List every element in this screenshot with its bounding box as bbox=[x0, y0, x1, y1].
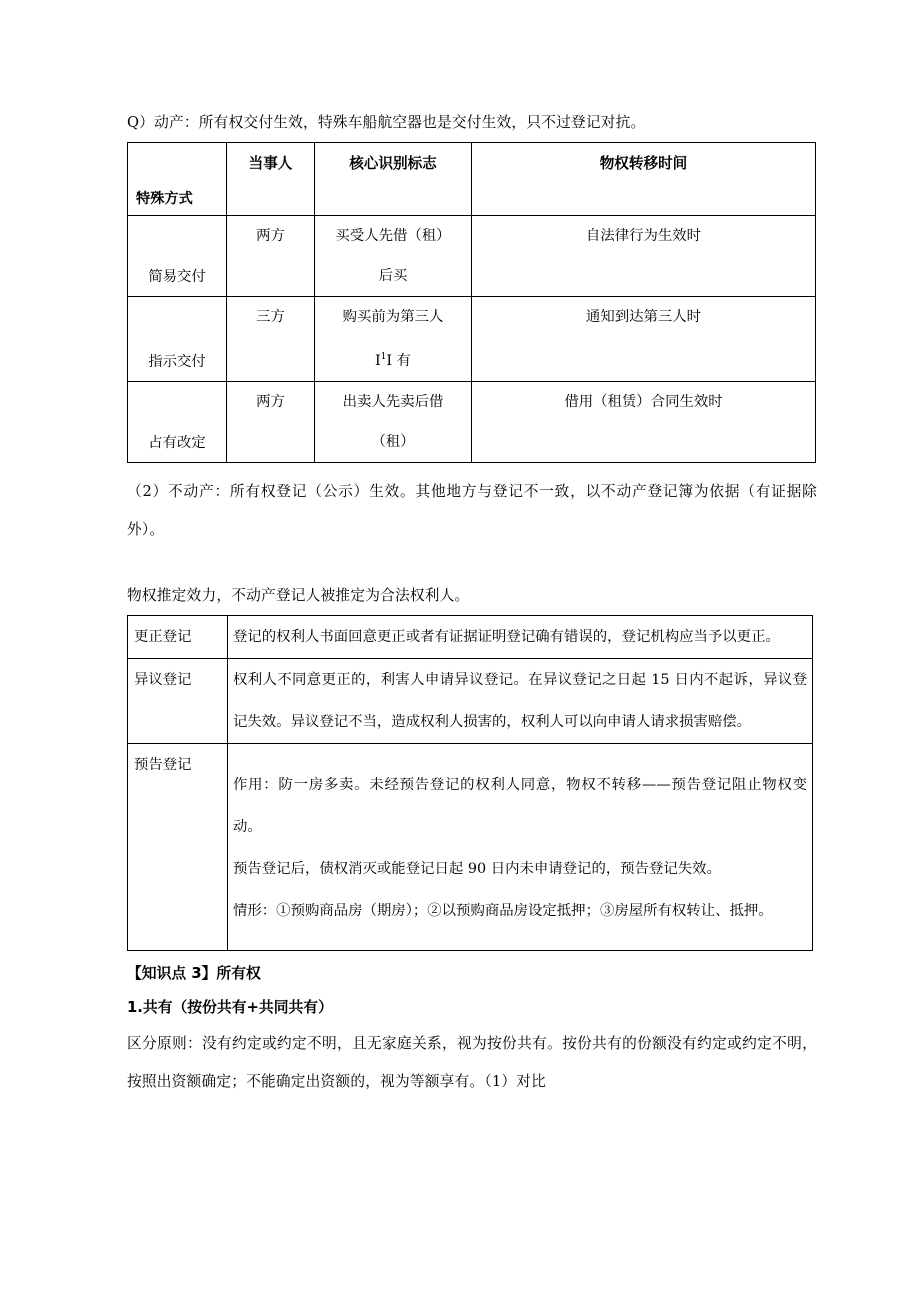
registration-type-description bbox=[228, 615, 813, 658]
description-paragraph: 作用：防一房多卖。未经预告登记的权利人同意，物权不转移——预告登记阻止物权变动。 bbox=[233, 776, 807, 835]
table-row bbox=[128, 381, 816, 462]
registration-type-description bbox=[228, 658, 813, 743]
registration-type-label: 异议登记 bbox=[134, 671, 192, 688]
header-transfer-time-label: 物权转移时间 bbox=[599, 155, 688, 172]
description-paragraph: 登记的权利人书面回意更正或者有证据证明登记确有错误的，登记机构应当予以更正。 bbox=[233, 628, 780, 645]
row-transfer-cell bbox=[472, 381, 816, 462]
header-parties-label: 当事人 bbox=[248, 155, 293, 172]
header-key-sign-label: 核心识别标志 bbox=[349, 155, 437, 172]
row-sign-line1: 出卖人先卖后借 bbox=[342, 393, 444, 410]
closing-paragraph: 区分原则：没有约定或约定不明，且无家庭关系，视为按份共有。按份共有的份额没有约定或约定不明，按照出资额确定；不能确定出资额的，视为等额享有。（1）对比 bbox=[127, 1034, 817, 1090]
row-method-label: 指示交付 bbox=[148, 353, 206, 370]
row-transfer-value: 通知到达第三人时 bbox=[585, 309, 702, 325]
table-row bbox=[128, 658, 813, 743]
row-method-cell bbox=[128, 381, 227, 462]
presumption-paragraph: 物权推定效力，不动产登记人被推定为合法权利人。 bbox=[127, 586, 470, 604]
row-parties-cell bbox=[227, 381, 315, 462]
table-row bbox=[128, 743, 813, 950]
registration-types-table bbox=[127, 615, 813, 951]
row-sign-line1: 买受人先借（租） bbox=[335, 228, 451, 244]
registration-type-label: 更正登记 bbox=[134, 628, 192, 645]
row-sign-line2: 后买 bbox=[378, 268, 408, 284]
row-method-cell bbox=[128, 297, 227, 382]
table-header-row bbox=[128, 143, 816, 216]
row-transfer-cell bbox=[472, 216, 816, 297]
row-sign-line2 bbox=[315, 337, 471, 381]
row-sign-line2: （租） bbox=[371, 433, 415, 450]
registration-type-description bbox=[228, 743, 813, 950]
row-sign-cell bbox=[315, 216, 472, 297]
row-method-label: 简易交付 bbox=[148, 269, 206, 285]
table-row bbox=[128, 615, 813, 658]
row-transfer-value: 自法律行为生效时 bbox=[585, 228, 702, 244]
registration-type-key bbox=[128, 658, 228, 743]
sign-artifact-pre: I bbox=[374, 352, 381, 369]
table-corner-cell bbox=[128, 143, 227, 216]
knowledge-point-heading: 【知识点 3】所有权 bbox=[127, 964, 261, 982]
registration-type-key bbox=[128, 615, 228, 658]
header-transfer-time bbox=[472, 143, 816, 216]
row-sign-line1: 购买前为第三人 bbox=[342, 309, 444, 325]
description-paragraph: 权利人不同意更正的，利害人申请异议登记。在异议登记之日起 15 日内不起诉，异议登记失效。异议登记不当，造成权利人损害的，权利人可以向申请人请求损害赔偿。 bbox=[233, 671, 807, 730]
row-method-label: 占有改定 bbox=[148, 434, 206, 451]
sign-artifact-sup: 1 bbox=[380, 352, 387, 362]
row-transfer-value: 借用（租赁）合同生效时 bbox=[564, 393, 723, 410]
special-delivery-table bbox=[127, 142, 816, 463]
row-parties-value: 三方 bbox=[256, 309, 285, 325]
row-sign-cell bbox=[315, 381, 472, 462]
row-transfer-cell bbox=[472, 297, 816, 382]
header-parties bbox=[227, 143, 315, 216]
description-paragraph: 预告登记后，债权消灭或能登记日起 90 日内未申请登记的，预告登记失效。 bbox=[233, 860, 721, 877]
row-parties-cell bbox=[227, 297, 315, 382]
table-row bbox=[128, 216, 816, 297]
row-parties-cell bbox=[227, 216, 315, 297]
sign-artifact-post: I 有 bbox=[386, 352, 411, 369]
row-parties-value: 两方 bbox=[256, 228, 285, 244]
section-heading: 1.共有（按份共有+共同共有） bbox=[127, 998, 333, 1016]
row-method-cell bbox=[128, 216, 227, 297]
table-row bbox=[128, 297, 816, 382]
document-content bbox=[127, 0, 817, 1101]
immovable-property-paragraph: （2）不动产：所有权登记（公示）生效。其他地方与登记不一致，以不动产登记簿为依据（有证据除外）。 bbox=[127, 482, 817, 538]
row-parties-value: 两方 bbox=[256, 393, 285, 410]
description-paragraph: 情形：①预购商品房（期房）；②以预购商品房设定抵押；③房屋所有权转让、抵押。 bbox=[233, 902, 773, 919]
intro-paragraph: Q）动产：所有权交付生效，特殊车船航空器也是交付生效，只不过登记对抗。 bbox=[127, 114, 646, 131]
row-sign-cell bbox=[315, 297, 472, 382]
header-key-sign bbox=[315, 143, 472, 216]
registration-type-label: 预告登记 bbox=[134, 756, 192, 773]
corner-label: 特殊方式 bbox=[136, 191, 193, 207]
registration-type-key bbox=[128, 743, 228, 950]
